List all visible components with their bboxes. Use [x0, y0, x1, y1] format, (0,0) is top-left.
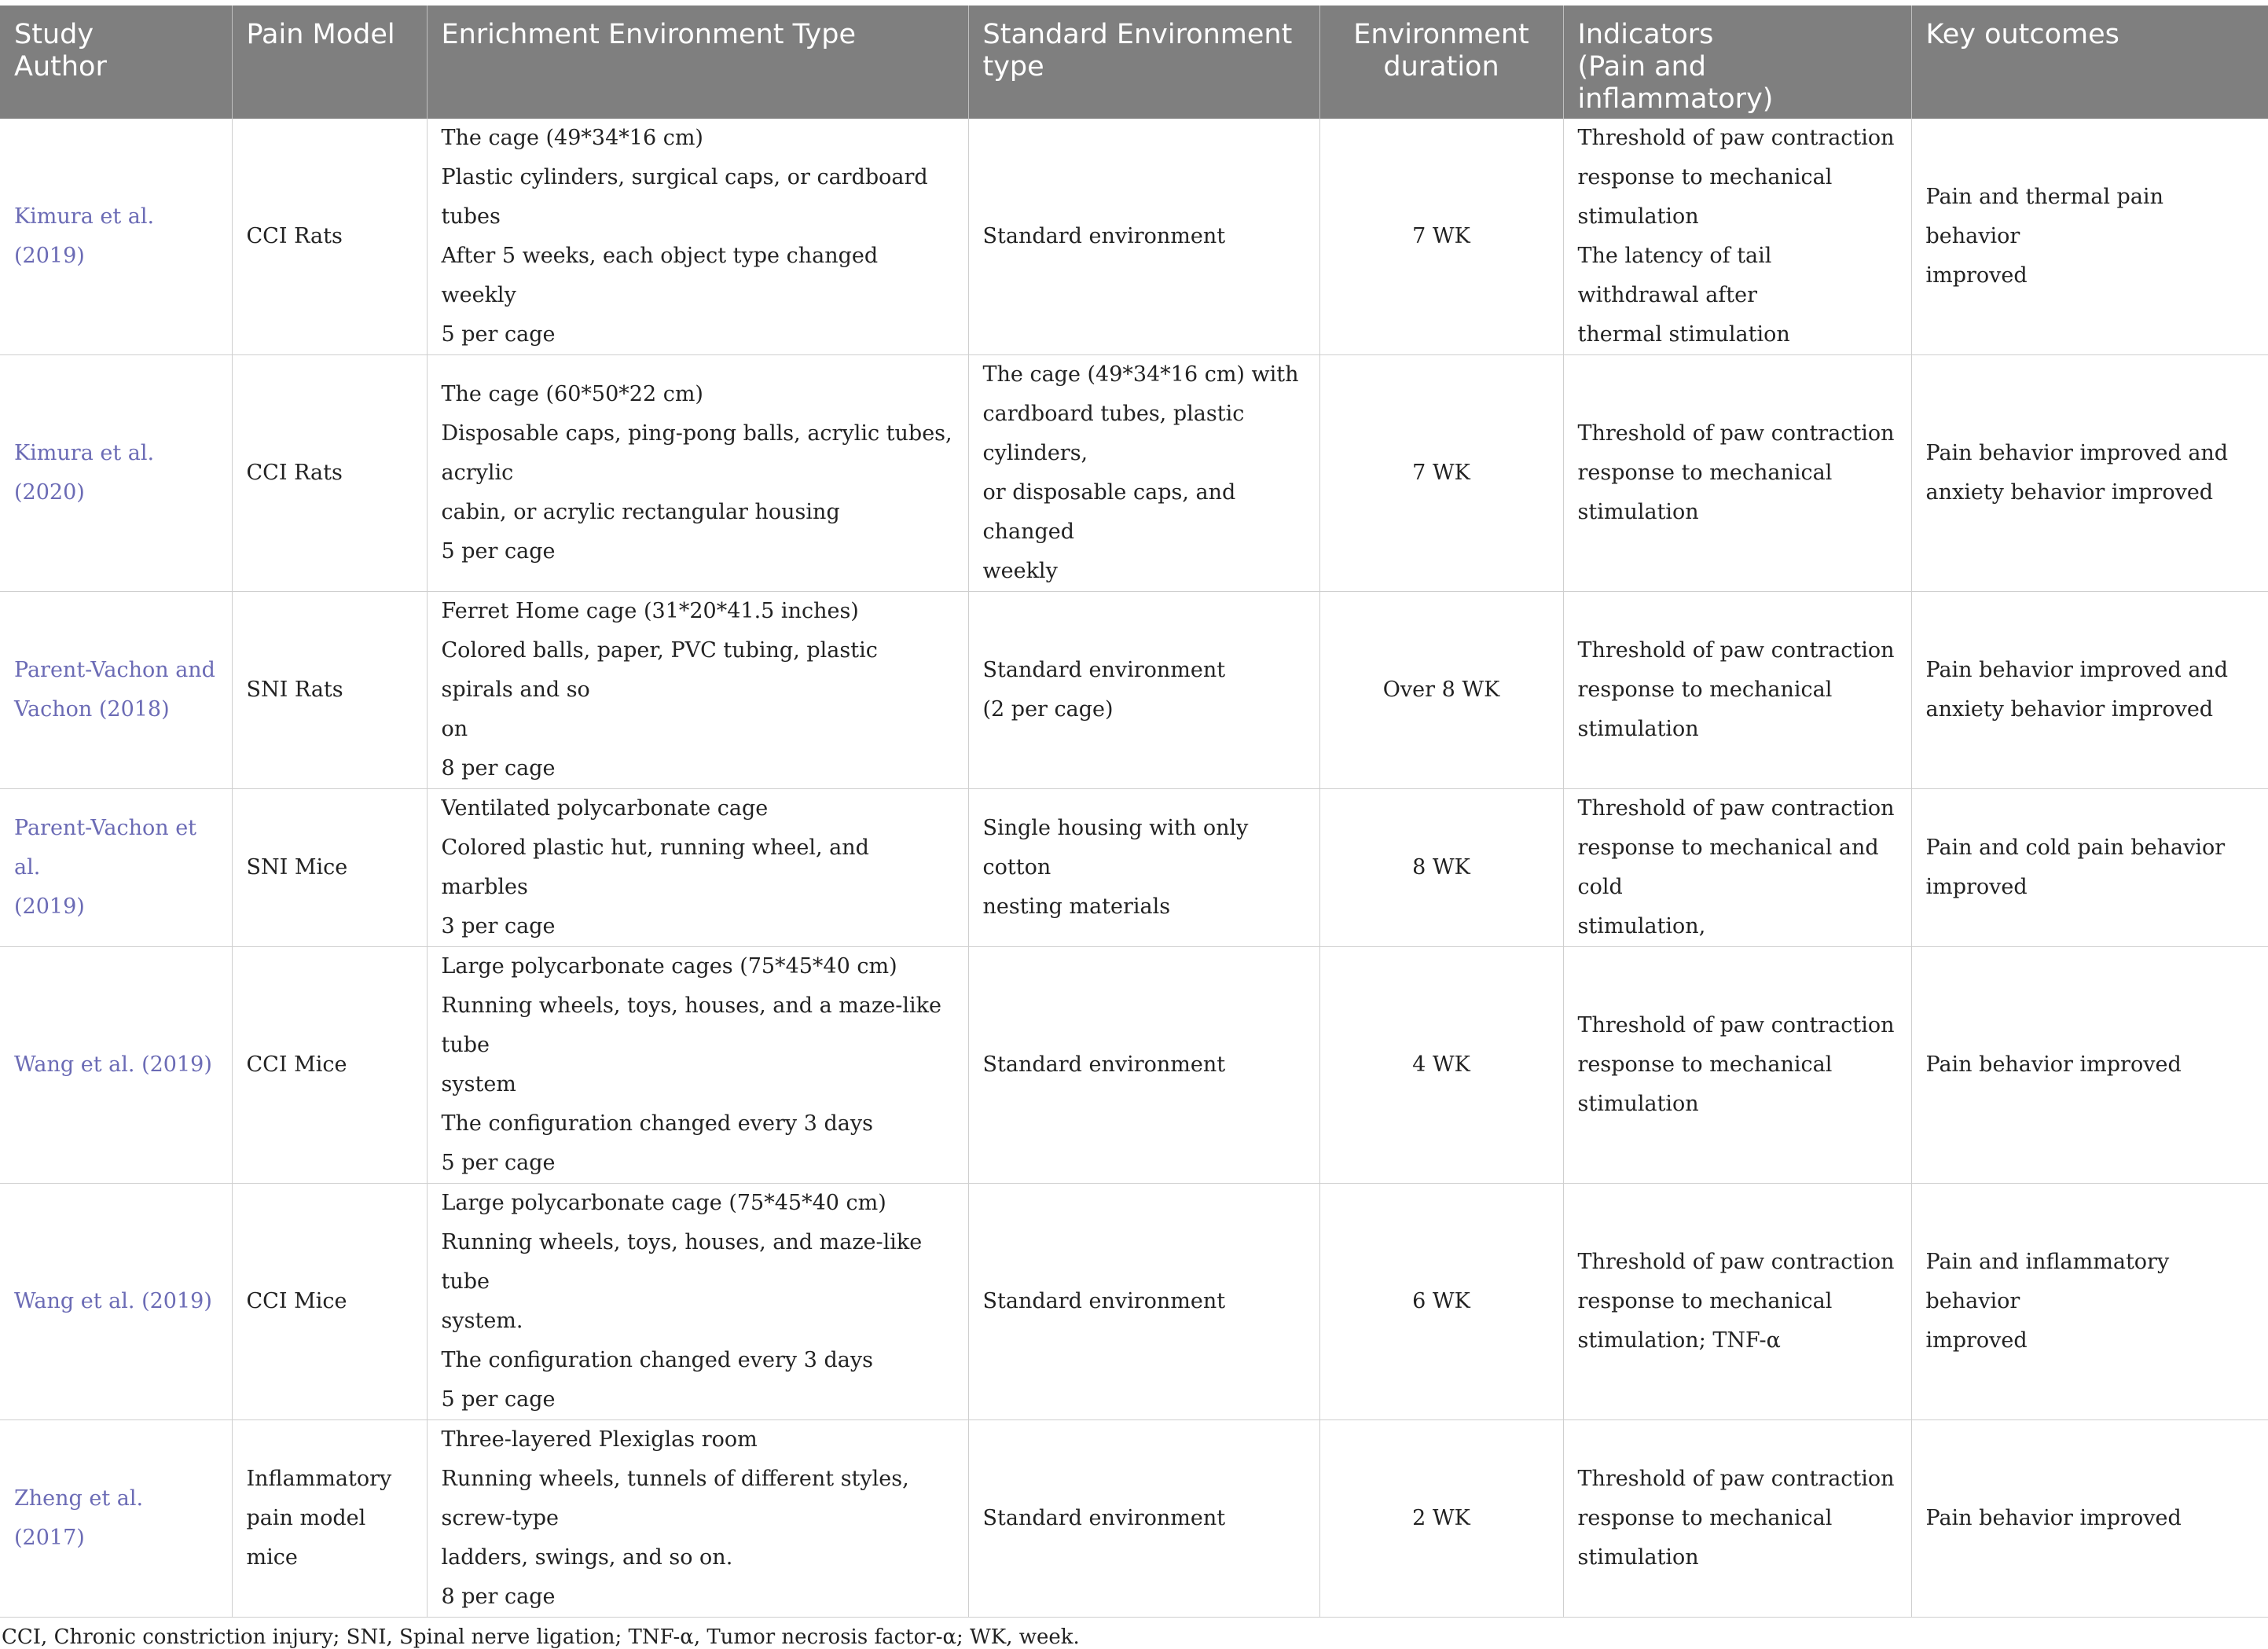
table-row	[0, 789, 2268, 947]
cell-standard-type-line: Standard environment	[982, 658, 1226, 682]
table-row	[0, 947, 2268, 1184]
cell-indicators-line: response to mechanical	[1577, 165, 1833, 189]
cell-enrichment-type-line: 8 per cage	[441, 1585, 556, 1609]
cell-key-outcomes-line: improved	[1925, 875, 2028, 899]
cell-enrichment-type-line: Running wheels, toys, houses, and a maze-like tube	[441, 993, 941, 1057]
cell-pain-model: CCI Rats	[232, 119, 427, 355]
cell-enrichment-type-line: Disposable caps, ping-pong balls, acrylic tubes, acrylic	[441, 421, 952, 485]
cell-pain-model: CCI Mice	[232, 947, 427, 1184]
table-container	[0, 6, 2268, 1649]
cell-key-outcomes-line: Pain behavior improved and	[1925, 441, 2229, 465]
cell-enrichment-type-line: system	[441, 1072, 516, 1096]
pain-model-line: Inflammatory	[246, 1467, 392, 1491]
cell-enrichment-type-line: The configuration changed every 3 days	[441, 1348, 873, 1372]
cell-key-outcomes-line: anxiety behavior improved	[1925, 697, 2214, 722]
cell-indicators-line: Threshold of paw contraction	[1577, 796, 1895, 821]
cell-standard-type-line: weekly	[982, 559, 1058, 583]
cell-key-outcomes-line: Pain and thermal pain behavior	[1925, 185, 2163, 248]
cell-key-outcomes	[1911, 947, 2268, 1184]
cell-indicators-line: stimulation	[1577, 717, 1699, 741]
cell-key-outcomes-line: Pain behavior improved	[1925, 1506, 2182, 1530]
cell-indicators	[1563, 592, 1911, 789]
table-row	[0, 1420, 2268, 1618]
cell-indicators	[1563, 355, 1911, 592]
cell-indicators-line: response to mechanical and cold	[1577, 836, 1879, 899]
cell-enrichment-type-line: After 5 weeks, each object type changed weekly	[441, 244, 879, 307]
cell-enrichment-type-line: Large polycarbonate cages (75*45*40 cm)	[441, 954, 897, 979]
pain-model-line: pain model mice	[246, 1506, 366, 1570]
table-row	[0, 355, 2268, 592]
cell-enrichment-type-line: The cage (49*34*16 cm)	[441, 126, 703, 150]
header-row	[0, 6, 2268, 119]
cell-standard-type	[968, 355, 1319, 592]
table-row	[0, 119, 2268, 355]
cell-standard-type-line: Standard environment	[982, 1052, 1226, 1077]
cell-indicators	[1563, 947, 1911, 1184]
cell-standard-type	[968, 1184, 1319, 1420]
table-footnote: CCI, Chronic constriction injury; SNI, Spinal nerve ligation; TNF-α, Tumor necrosis factor-α; WK, week.	[2, 1625, 1080, 1649]
cell-indicators-line: The latency of tail withdrawal after	[1577, 244, 1772, 307]
cell-key-outcomes-line: anxiety behavior improved	[1925, 480, 2214, 505]
cell-enrichment-type-line: The configuration changed every 3 days	[441, 1111, 873, 1136]
cell-standard-type	[968, 119, 1319, 355]
cell-enrichment-type	[427, 355, 968, 592]
cell-indicators-line: response to mechanical	[1577, 1289, 1833, 1313]
cell-key-outcomes-line: Pain and inflammatory behavior	[1925, 1250, 2170, 1313]
author-link-line[interactable]: Parent-Vachon and	[14, 658, 215, 682]
cell-enrichment-type-line: Ferret Home cage (31*20*41.5 inches)	[441, 599, 859, 623]
cell-enrichment-type-line: Running wheels, tunnels of different styles, screw-type	[441, 1467, 909, 1530]
cell-enrichment-type-line: Plastic cylinders, surgical caps, or cardboard tubes	[441, 165, 928, 229]
cell-indicators-line: Threshold of paw contraction	[1577, 421, 1895, 446]
cell-enrichment-type-line: Large polycarbonate cage (75*45*40 cm)	[441, 1191, 886, 1215]
cell-key-outcomes	[1911, 355, 2268, 592]
cell-indicators-line: thermal stimulation	[1577, 322, 1790, 347]
cell-enrichment-type-line: Running wheels, toys, houses, and maze-like tube	[441, 1230, 923, 1294]
cell-enrichment-type-line: system.	[441, 1309, 523, 1333]
cell-study-author[interactable]: Zheng et al. (2017)	[0, 1420, 232, 1618]
cell-indicators-line: response to mechanical	[1577, 1506, 1833, 1530]
cell-standard-type-line: Standard environment	[982, 1289, 1226, 1313]
cell-pain-model: SNI Rats	[232, 592, 427, 789]
cell-indicators-line: Threshold of paw contraction	[1577, 126, 1895, 150]
author-link-line[interactable]: (2019)	[14, 894, 85, 919]
cell-duration: 4 WK	[1319, 947, 1563, 1184]
cell-key-outcomes	[1911, 119, 2268, 355]
cell-indicators-line: stimulation	[1577, 204, 1699, 229]
cell-duration: Over 8 WK	[1319, 592, 1563, 789]
cell-enrichment-type-line: ladders, swings, and so on.	[441, 1545, 733, 1570]
header-duration: Environment duration	[1319, 6, 1563, 119]
cell-indicators-line: stimulation	[1577, 1092, 1699, 1116]
cell-indicators-line: stimulation	[1577, 500, 1699, 524]
cell-key-outcomes	[1911, 789, 2268, 947]
cell-indicators	[1563, 119, 1911, 355]
cell-indicators-line: response to mechanical	[1577, 461, 1833, 485]
cell-standard-type-line: The cage (49*34*16 cm) with	[982, 362, 1299, 387]
cell-study-author[interactable]	[0, 592, 232, 789]
cell-enrichment-type	[427, 947, 968, 1184]
cell-enrichment-type-line: 5 per cage	[441, 1151, 556, 1175]
cell-indicators	[1563, 789, 1911, 947]
cell-enrichment-type-line: 5 per cage	[441, 322, 556, 347]
cell-key-outcomes-line: improved	[1925, 1328, 2028, 1353]
cell-standard-type	[968, 947, 1319, 1184]
cell-enrichment-type	[427, 119, 968, 355]
header-key-outcomes: Key outcomes	[1911, 6, 2268, 119]
cell-indicators	[1563, 1184, 1911, 1420]
cell-enrichment-type	[427, 1184, 968, 1420]
cell-study-author[interactable]: Kimura et al. (2020)	[0, 355, 232, 592]
cell-indicators-line: response to mechanical	[1577, 678, 1833, 702]
cell-enrichment-type-line: Ventilated polycarbonate cage	[441, 796, 769, 821]
cell-standard-type-line: or disposable caps, and changed	[982, 480, 1236, 544]
cell-enrichment-type-line: Colored plastic hut, running wheel, and marbles	[441, 836, 869, 899]
cell-pain-model: CCI Mice	[232, 1184, 427, 1420]
cell-indicators	[1563, 1420, 1911, 1618]
cell-enrichment-type-line: 5 per cage	[441, 1387, 556, 1412]
cell-key-outcomes	[1911, 1420, 2268, 1618]
cell-enrichment-type	[427, 789, 968, 947]
header-pain-model: Pain Model	[232, 6, 427, 119]
table-row	[0, 1184, 2268, 1420]
cell-standard-type	[968, 1420, 1319, 1618]
cell-enrichment-type-line: cabin, or acrylic rectangular housing	[441, 500, 840, 524]
cell-study-author[interactable]	[0, 789, 232, 947]
cell-study-author[interactable]: Wang et al. (2019)	[0, 1184, 232, 1420]
study-table	[0, 6, 2268, 1618]
cell-study-author[interactable]: Kimura et al. (2019)	[0, 119, 232, 355]
cell-indicators-line: stimulation,	[1577, 914, 1706, 938]
cell-enrichment-type-line: 5 per cage	[441, 539, 556, 564]
cell-standard-type-line: nesting materials	[982, 894, 1171, 919]
cell-key-outcomes-line: Pain behavior improved	[1925, 1052, 2182, 1077]
cell-standard-type	[968, 592, 1319, 789]
cell-indicators-line: response to mechanical	[1577, 1052, 1833, 1077]
cell-standard-type	[968, 789, 1319, 947]
cell-duration: 8 WK	[1319, 789, 1563, 947]
cell-duration: 7 WK	[1319, 355, 1563, 592]
cell-study-author[interactable]: Wang et al. (2019)	[0, 947, 232, 1184]
table-body	[0, 119, 2268, 1618]
cell-enrichment-type-line: on	[441, 717, 468, 741]
cell-indicators-line: Threshold of paw contraction	[1577, 1250, 1895, 1274]
cell-enrichment-type-line: The cage (60*50*22 cm)	[441, 382, 703, 406]
cell-standard-type-line: Standard environment	[982, 224, 1226, 248]
cell-enrichment-type-line: Three-layered Plexiglas room	[441, 1427, 758, 1452]
cell-duration: 6 WK	[1319, 1184, 1563, 1420]
cell-pain-model: CCI Rats	[232, 355, 427, 592]
header-standard-type: Standard Environment type	[968, 6, 1319, 119]
cell-indicators-line: stimulation	[1577, 1545, 1699, 1570]
cell-standard-type-line: Standard environment	[982, 1506, 1226, 1530]
cell-enrichment-type	[427, 1420, 968, 1618]
cell-enrichment-type	[427, 592, 968, 789]
cell-enrichment-type-line: 8 per cage	[441, 756, 556, 780]
cell-standard-type-line: cardboard tubes, plastic cylinders,	[982, 402, 1245, 465]
cell-standard-type-line: Single housing with only cotton	[982, 816, 1249, 880]
cell-pain-model	[232, 1420, 427, 1618]
author-link-line[interactable]: Parent-Vachon et al.	[14, 816, 197, 880]
cell-key-outcomes-line: Pain behavior improved and	[1925, 658, 2229, 682]
cell-standard-type-line: (2 per cage)	[982, 697, 1114, 722]
cell-indicators-line: Threshold of paw contraction	[1577, 1013, 1895, 1038]
cell-indicators-line: Threshold of paw contraction	[1577, 1467, 1895, 1491]
cell-key-outcomes-line: Pain and cold pain behavior	[1925, 836, 2226, 860]
cell-indicators-line: Threshold of paw contraction	[1577, 638, 1895, 663]
cell-key-outcomes	[1911, 592, 2268, 789]
header-study-author: Study Author	[0, 6, 232, 119]
cell-key-outcomes	[1911, 1184, 2268, 1420]
table-row	[0, 592, 2268, 789]
header-enrichment-type: Enrichment Environment Type	[427, 6, 968, 119]
cell-duration: 7 WK	[1319, 119, 1563, 355]
cell-key-outcomes-line: improved	[1925, 263, 2028, 288]
cell-indicators-line: stimulation; TNF-α	[1577, 1328, 1781, 1353]
cell-pain-model: SNI Mice	[232, 789, 427, 947]
cell-enrichment-type-line: 3 per cage	[441, 914, 556, 938]
author-link-line[interactable]: Vachon (2018)	[14, 697, 170, 722]
cell-enrichment-type-line: Colored balls, paper, PVC tubing, plastic spirals and so	[441, 638, 878, 702]
cell-duration: 2 WK	[1319, 1420, 1563, 1618]
header-indicators: Indicators (Pain and inflammatory)	[1563, 6, 1911, 119]
